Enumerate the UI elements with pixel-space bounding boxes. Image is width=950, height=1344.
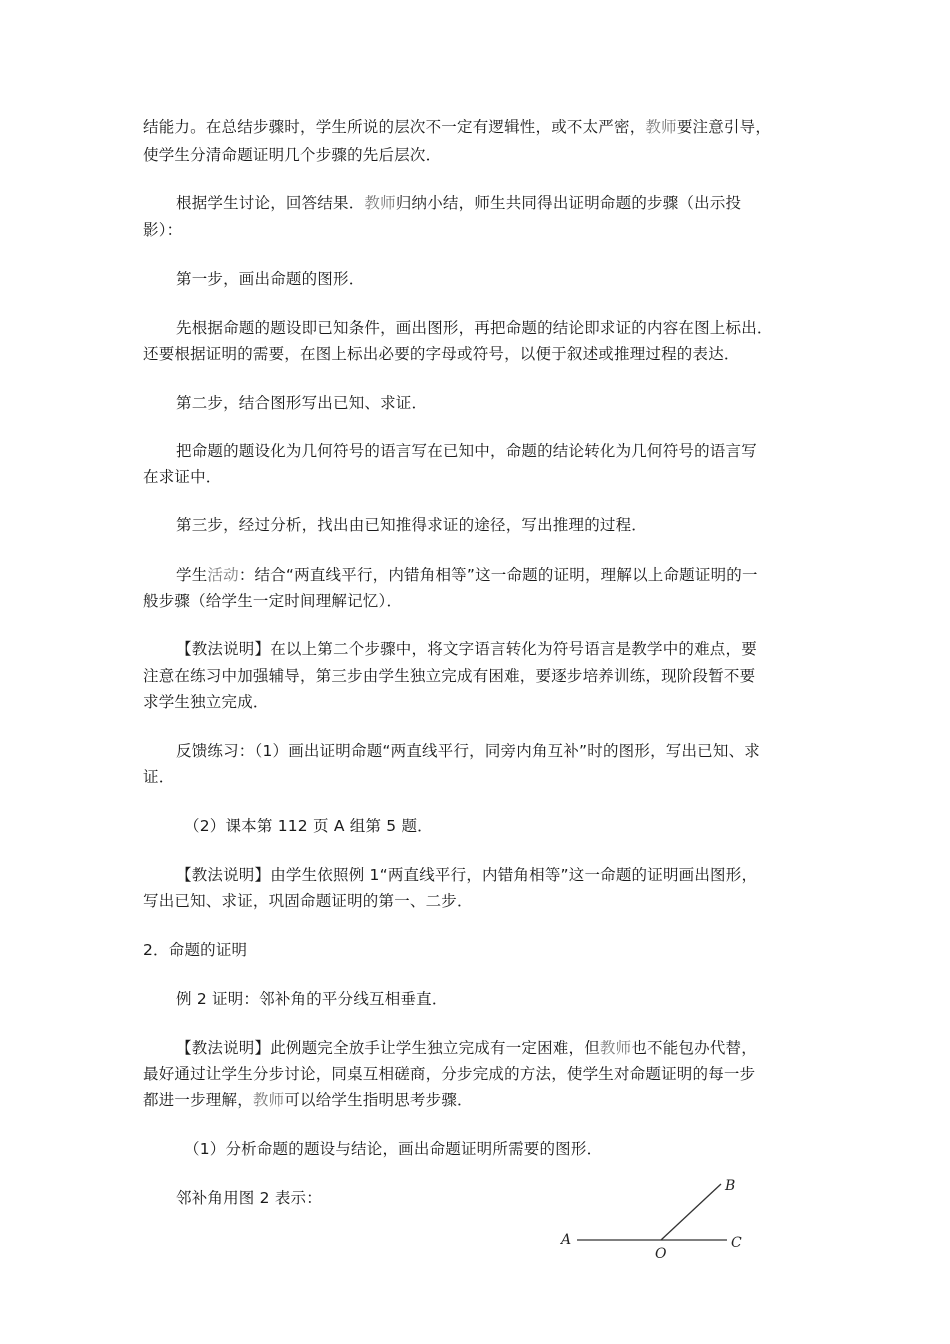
paragraph-line: 根据学生讨论，回答结果．教师归纳小结，师生共同得出证明命题的步骤（出示投 (176, 194, 742, 212)
section-heading: 2．命题的证明 (143, 941, 248, 959)
paragraph-line: 结能力。在总结步骤时，学生所说的层次不一定有逻辑性，或不太严密，教师要注意引导， (143, 118, 772, 136)
paragraph-line: 都进一步理解，教师可以给学生指明思考步骤． (143, 1091, 473, 1109)
paragraph-line: （1）分析命题的题设与结论，画出命题证明所需要的图形． (184, 1140, 603, 1158)
paragraph-line: 在求证中． (143, 468, 222, 486)
paragraph-line: 【教法说明】由学生依照例 1“两直线平行，内错角相等”这一命题的证明画出图形， (176, 866, 758, 884)
label-o: O (655, 1246, 667, 1262)
paragraph-line: 学生活动：结合“两直线平行，内错角相等”这一命题的证明，理解以上命题证明的一 (176, 566, 758, 584)
paragraph-line: 写出已知、求证，巩固命题证明的第一、二步． (143, 892, 473, 910)
paragraph-line: 邻补角用图 2 表示： (176, 1189, 322, 1207)
paragraph-line: 使学生分清命题证明几个步骤的先后层次． (143, 146, 442, 164)
paragraph-line: 般步骤（给学生一定时间理解记忆）． (143, 592, 403, 610)
step-heading: 第一步，画出命题的图形． (176, 270, 365, 288)
paragraph-line: 注意在练习中加强辅导，第三步由学生独立完成有困难，要逐步培养训练，现阶段暂不要 (143, 667, 756, 685)
label-c: C (731, 1235, 742, 1251)
paragraph-line: 还要根据证明的需要，在图上标出必要的字母或符号，以便于叙述或推理过程的表达． (143, 345, 740, 363)
label-a: A (561, 1232, 572, 1248)
example-heading: 例 2 证明：邻补角的平分线互相垂直． (176, 990, 448, 1008)
paragraph-line: （2）课本第 112 页 A 组第 5 题． (184, 817, 433, 835)
paragraph-line: 【教法说明】此例题完全放手让学生独立完成有一定困难，但教师也不能包办代替， (176, 1039, 757, 1057)
paragraph-line: 最好通过让学生分步讨论，同桌互相磋商，分步完成的方法，使学生对命题证明的每一步 (143, 1065, 756, 1083)
step-heading: 第三步，经过分析，找出由已知推得求证的途径，写出推理的过程． (176, 516, 648, 534)
paragraph-line: 求学生独立完成． (143, 693, 269, 711)
adjacent-angle-figure (555, 1170, 755, 1270)
label-b: B (725, 1178, 736, 1194)
paragraph-line: 证． (143, 768, 175, 786)
figure-svg (555, 1170, 755, 1270)
step-heading: 第二步，结合图形写出已知、求证． (176, 394, 428, 412)
paragraph-line: 先根据命题的题设即已知条件，画出图形，再把命题的结论即求证的内容在图上标出． (176, 319, 773, 337)
paragraph-line: 把命题的题设化为几何符号的语言写在已知中，命题的结论转化为几何符号的语言写 (176, 442, 757, 460)
paragraph-line: 反馈练习：（1）画出证明命题“两直线平行，同旁内角互补”时的图形，写出已知、求 (176, 742, 760, 760)
paragraph-line: 影）： (143, 221, 183, 239)
paragraph-line: 【教法说明】在以上第二个步骤中，将文字语言转化为符号语言是教学中的难点，要 (176, 640, 757, 658)
ray-ob (661, 1184, 721, 1240)
